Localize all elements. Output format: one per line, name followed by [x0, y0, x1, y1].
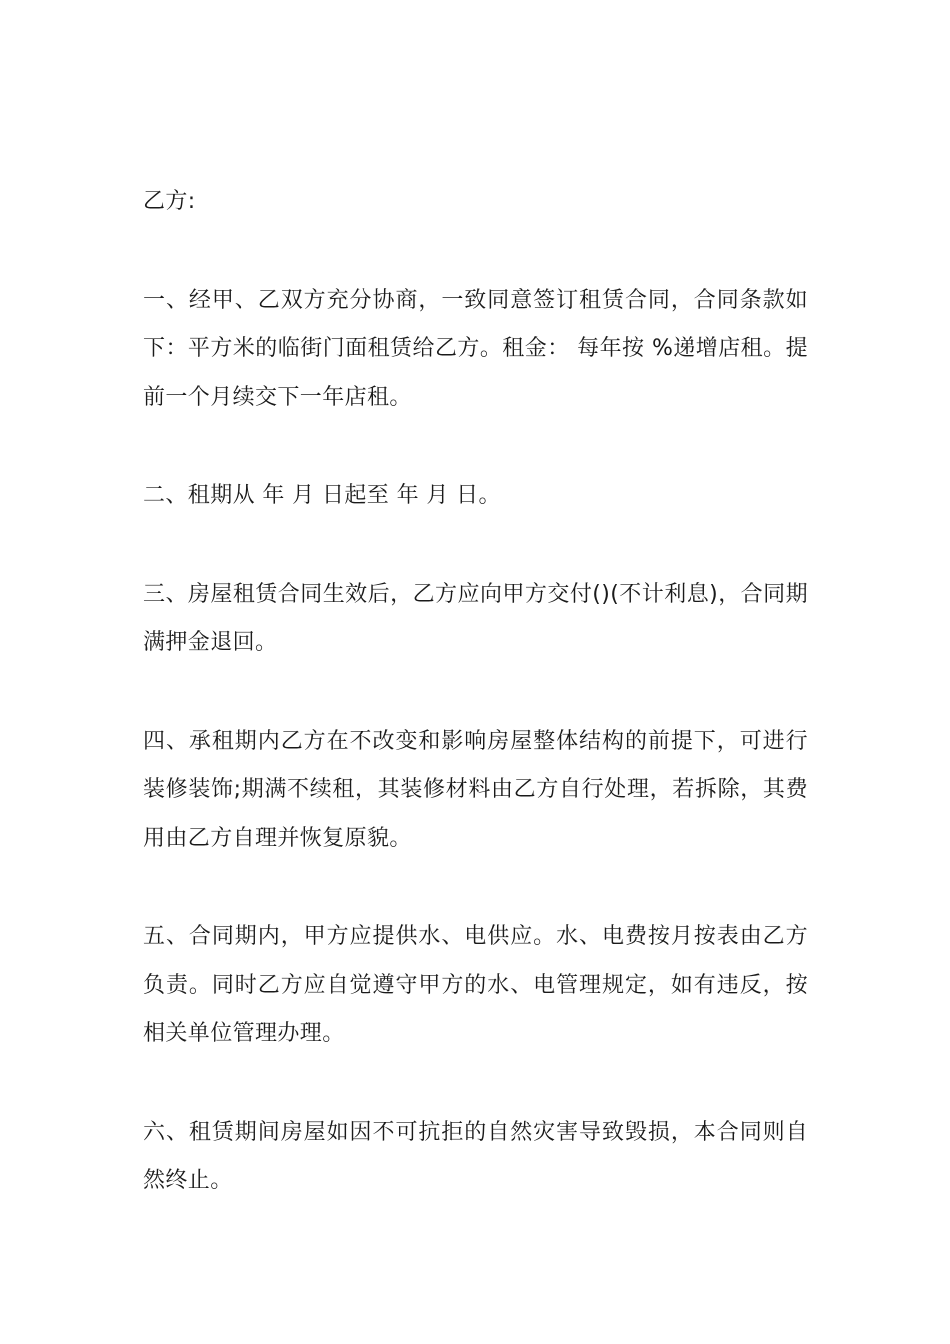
clause-2: 二、租期从 年 月 日起至 年 月 日。 — [143, 483, 501, 508]
clause-6: 六、租赁期间房屋如因不可抗拒的自然灾害导致毁损，本合同则自然终止。 — [143, 1119, 808, 1193]
clause-1: 一、经甲、乙双方充分协商，一致同意签订租赁合同，合同条款如下：平方米的临街门面租赁给乙方。租金： 每年按 %递增店租。提前一个月续交下一年店租。 — [143, 287, 808, 410]
party-b-label: 乙方: — [143, 189, 196, 214]
clause-5: 五、合同期内，甲方应提供水、电供应。水、电费按月按表由乙方负责。同时乙方应自觉遵守甲方的水、电管理规定，如有违反，按相关单位管理办理。 — [143, 924, 808, 1046]
clause-3: 三、房屋租赁合同生效后，乙方应向甲方交付()(不计利息)，合同期满押金退回。 — [143, 581, 808, 655]
clause-4: 四、承租期内乙方在不改变和影响房屋整体结构的前提下，可进行装修装饰;期满不续租，其装修材料由乙方自行处理，若拆除，其费用由乙方自理并恢复原貌。 — [143, 728, 808, 851]
contract-body — [143, 178, 808, 1256]
